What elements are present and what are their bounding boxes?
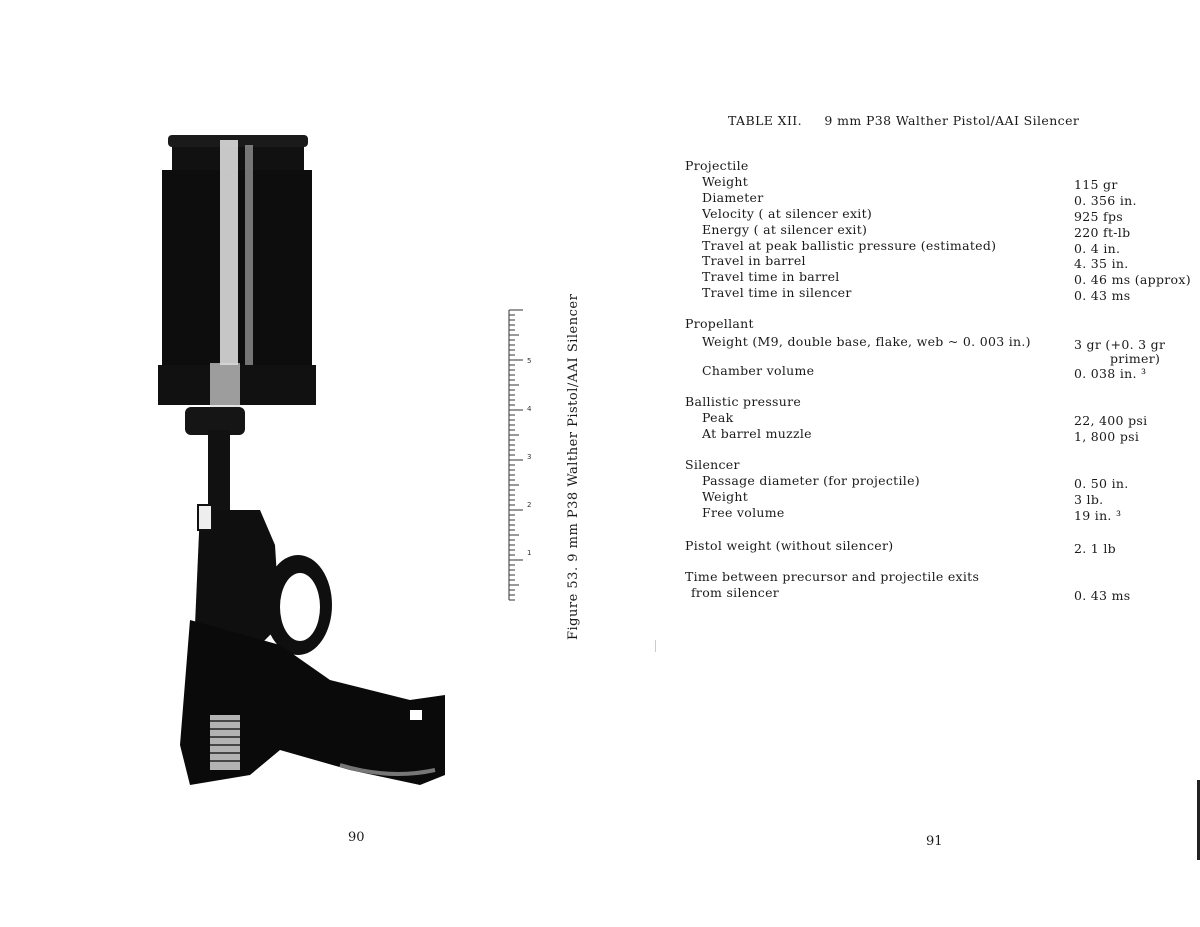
ruler-tick-label: 1 (527, 549, 532, 557)
spec-label: Weight (702, 489, 749, 504)
spec-label: Diameter (702, 190, 764, 205)
spec-value: 0. 356 in. (1074, 193, 1137, 208)
spec-label: Travel in barrel (702, 253, 806, 268)
section-heading: Propellant (685, 316, 754, 331)
spec-value: 22, 400 psi (1074, 413, 1148, 428)
spec-value: 4. 35 in. (1074, 256, 1129, 271)
right-page (600, 0, 1200, 927)
spec-label: Weight (M9, double base, flake, web ~ 0. 003 in.) (702, 334, 1031, 349)
spec-value: 0. 4 in. (1074, 241, 1121, 256)
page-number-left: 90 (348, 830, 365, 845)
spec-label: Peak (702, 410, 734, 425)
pistol-silencer-photo (150, 125, 460, 805)
table-number: TABLE XII. (728, 113, 803, 128)
section-heading: Projectile (685, 158, 749, 173)
spec-value: 0. 43 ms (1074, 288, 1131, 303)
spec-value: 0. 038 in. ³ (1074, 366, 1147, 381)
ruler-tick-label: 2 (527, 501, 532, 509)
spec-label: Energy ( at silencer exit) (702, 222, 868, 237)
page-number-right: 91 (926, 834, 943, 849)
section-value: 0. 43 ms (1074, 588, 1131, 603)
spec-label: Velocity ( at silencer exit) (702, 206, 873, 221)
spec-value: 220 ft-lb (1074, 225, 1131, 240)
table-caption: 9 mm P38 Walther Pistol/AAI Silencer (824, 113, 1080, 128)
figure-caption: Figure 53. 9 mm P38 Walther Pistol/AAI Silencer (566, 293, 581, 640)
section-heading-line2: from silencer (691, 585, 780, 600)
spec-label: Travel at peak ballistic pressure (estimated) (702, 238, 997, 253)
ruler-tick-label: 3 (527, 453, 532, 461)
section-heading: Silencer (685, 457, 740, 472)
section-value: 2. 1 lb (1074, 541, 1116, 556)
spec-value: 0. 46 ms (approx) (1074, 272, 1191, 287)
spec-label: At barrel muzzle (702, 426, 812, 441)
spec-value: 925 fps (1074, 209, 1123, 224)
spec-label: Weight (702, 174, 749, 189)
table-title (728, 113, 1079, 128)
spec-value: 3 lb. (1074, 492, 1104, 507)
spec-label: Travel time in barrel (702, 269, 840, 284)
spec-label: Passage diameter (for projectile) (702, 473, 920, 488)
spec-value: 0. 50 in. (1074, 476, 1129, 491)
spec-value: 19 in. ³ (1074, 508, 1122, 523)
spec-label: Chamber volume (702, 363, 815, 378)
section-heading: Ballistic pressure (685, 394, 802, 409)
spec-value-cont: primer) (1110, 351, 1161, 366)
scale-ruler (503, 305, 543, 605)
spec-value: 115 gr (1074, 177, 1118, 192)
ruler-tick-label: 5 (527, 357, 532, 365)
spec-label: Free volume (702, 505, 785, 520)
spec-label: Travel time in silencer (702, 285, 852, 300)
spec-value: 3 gr (+0. 3 gr (1074, 337, 1166, 352)
ruler-tick-label: 4 (527, 405, 532, 413)
section-heading: Time between precursor and projectile exits (685, 569, 980, 584)
section-heading: Pistol weight (without silencer) (685, 538, 894, 553)
spec-value: 1, 800 psi (1074, 429, 1140, 444)
